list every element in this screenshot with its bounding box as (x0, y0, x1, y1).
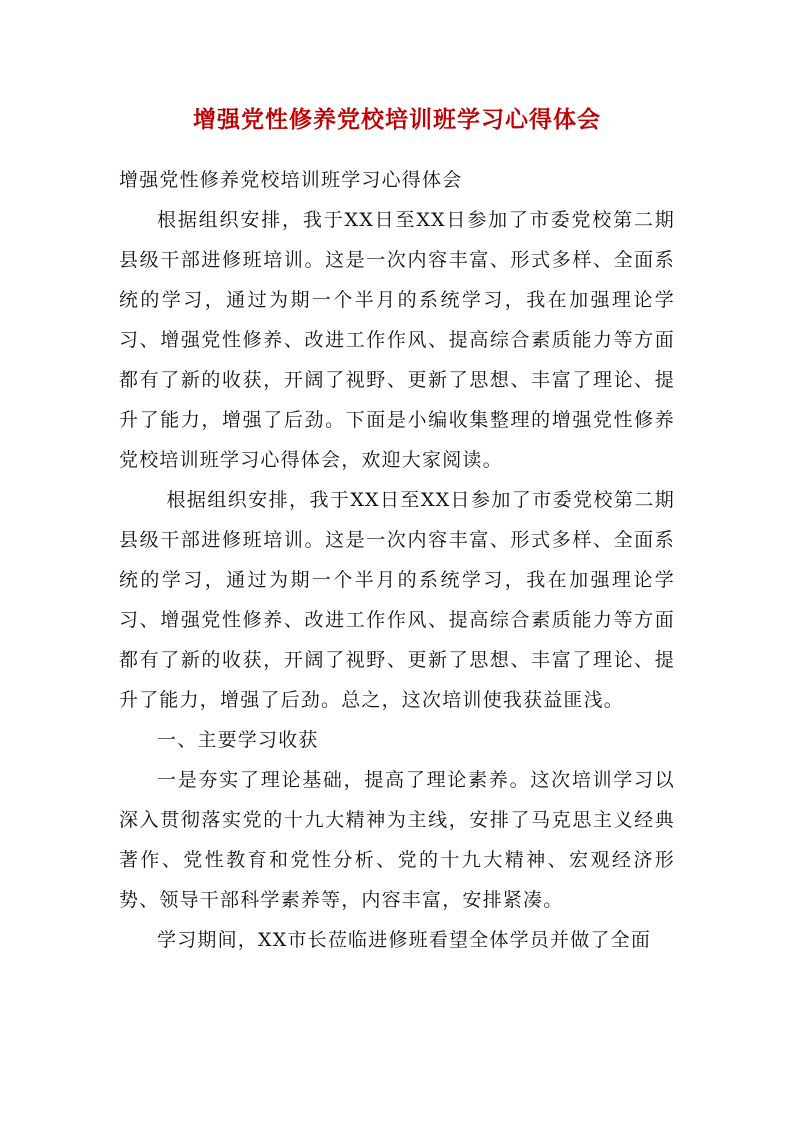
section-heading: 一、主要学习收获 (157, 729, 319, 751)
paragraph-visit: 学习期间，XX市长莅临进修班看望全体学员并做了全面 (157, 929, 652, 951)
document-title: 增强党性修养党校培训班学习心得体会 (193, 106, 601, 133)
document-body (119, 160, 675, 960)
paragraph-intro: 根据组织安排，我于XX日至XX日参加了市委党校第二期县级干部进修班培训。这是一次内容丰富、形式多样、全面系统的学习，通过为期一个半月的系统学习，我在加强理论学习、增强党性修养、改进工作作风、提高综合素质能力等方面都有了新的收获，开阔了视野、更新了思想、丰富了理论、提升了能力，增强了后劲。下面是小编收集整理的增强党性修养党校培训班学习心得体会，欢迎大家阅读。 (119, 209, 675, 471)
document-subtitle: 增强党性修养党校培训班学习心得体会 (119, 169, 463, 191)
paragraph-theory: 一是夯实了理论基础，提高了理论素养。这次培训学习以深入贯彻落实党的十九大精神为主线，安排了马克思主义经典著作、党性教育和党性分析、党的十九大精神、宏观经济形势、领导干部科学素养等，内容丰富，安排紧凑。 (119, 769, 675, 911)
paragraph-repeat: 根据组织安排，我于XX日至XX日参加了市委党校第二期县级干部进修班培训。这是一次内容丰富、形式多样、全面系统的学习，通过为期一个半月的系统学习，我在加强理论学习、增强党性修养、改进工作作风、提高综合素质能力等方面都有了新的收获，开阔了视野、更新了思想、丰富了理论、提升了能力，增强了后劲。总之，这次培训使我获益匪浅。 (119, 489, 675, 711)
